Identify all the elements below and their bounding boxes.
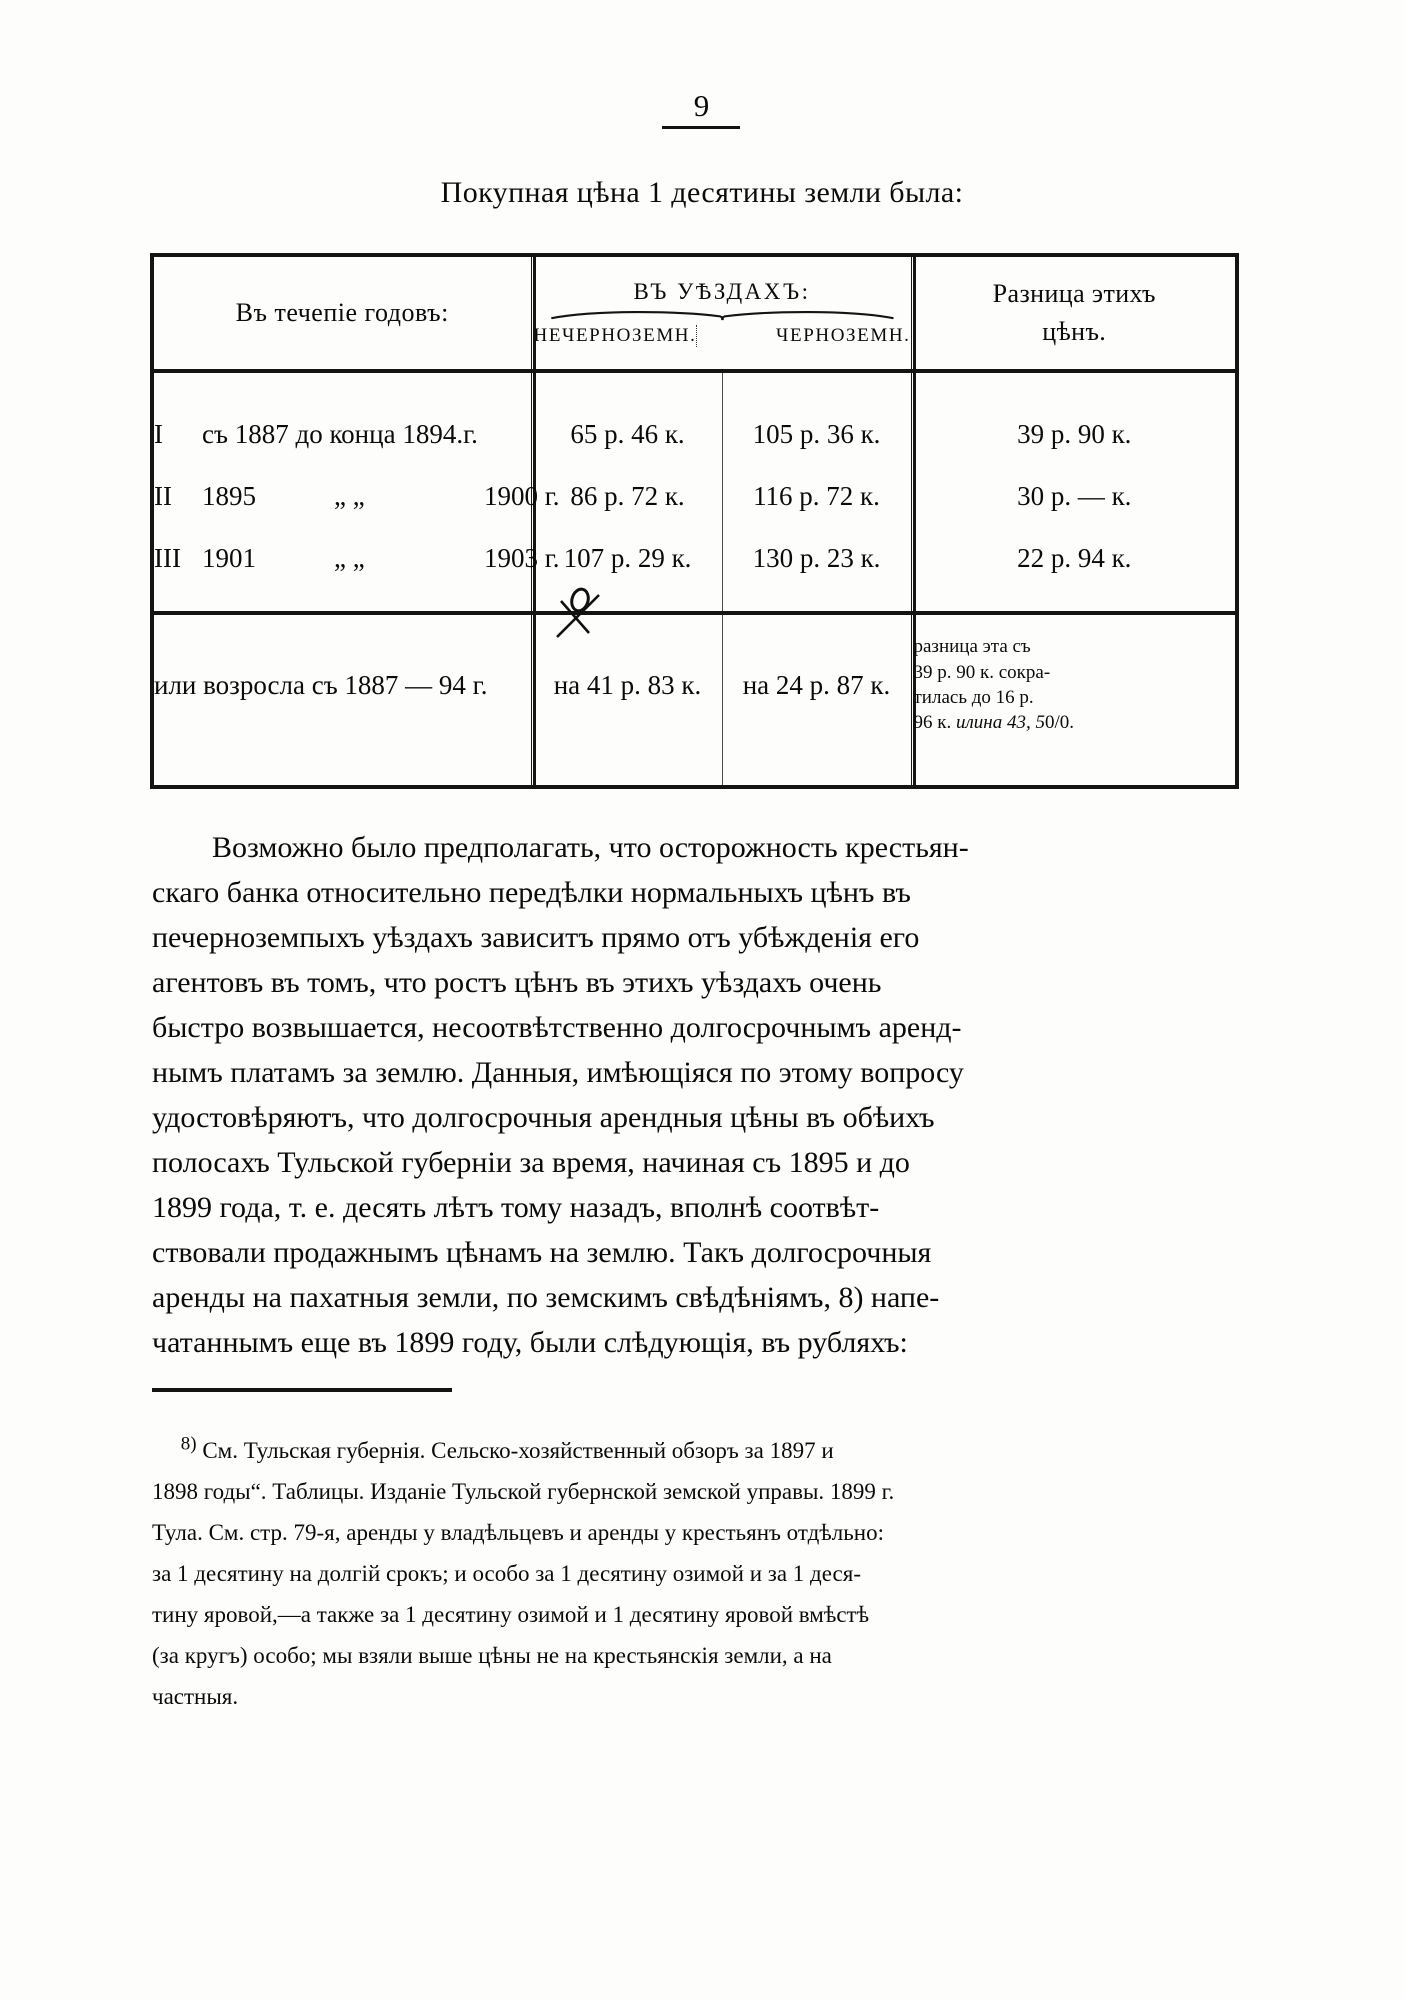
footnote-line-1-text: См. Тульская губернія. Сельско-хозяйственный обзоръ за 1897 и [202,1438,834,1463]
row-year-from-2: 1895 [202,480,256,511]
price-table [150,253,1239,789]
summary-nonblacksoil: на 41 р. 83 к. [532,613,722,755]
footnote-line-6 [152,1635,1262,1676]
summary-label [152,613,532,755]
body-line-7-text: удостовѣряютъ, что долгосрочныя арендныя цѣны въ обѣихъ [152,1101,935,1134]
row-year-to-1: 1894 [402,418,457,449]
table-spacer [152,589,1237,611]
summary-note-line2: 39 р. 90 к. сокра- [913,661,1051,683]
body-line-11 [152,1275,1257,1320]
row-numeral-1: I [154,418,163,449]
footnote-line-4 [152,1553,1262,1594]
row-year-to-3: 1903 [484,542,538,573]
row-label-2 [152,465,560,527]
footnote-line-4-text: за 1 десятину на долгій срокъ; и особо за 1 десятину озимой и за 1 деся- [152,1561,861,1586]
body-line-8 [152,1140,1257,1185]
row-year-to-2: 1900 [484,480,538,511]
row-year-suffix-1: .г. [456,418,478,449]
row-mid-word-3: „ „ [334,542,365,573]
table-row [152,403,1237,465]
row-year-from-1: 1887 [234,418,289,449]
row-year-suffix-3: г. [544,542,560,573]
body-line-4-text: агентовъ въ томъ, что ростъ цѣнъ въ этихъ уѣздахъ очень [152,966,882,999]
body-line-4 [152,960,1257,1005]
brace-icon [549,308,896,321]
row-year-from-3: 1901 [202,542,256,573]
row-difference-2: 30 р. — к. [912,465,1237,527]
footnote-line-2-text: 1898 годы“. Таблицы. Изданіе Тульской губернской земской управы. 1899 г. [152,1479,895,1504]
row-label-3 [152,527,560,589]
footnote-line-3-text: Тула. См. стр. 79-я, аренды у владѣльцевъ и аренды у крестьянъ отдѣльно: [152,1520,884,1545]
footnote-line-7-text: частныя. [152,1684,239,1709]
row-blacksoil-1: 105 р. 36 к. [722,403,912,465]
summary-note-italic: илина 43, 5 [955,712,1045,734]
body-line-2-text: скаго банка относительно передѣлки нормальныхъ цѣнъ въ [152,876,911,909]
header-years: Въ течепіе годовъ: [152,255,532,369]
footnote-block [152,1430,1262,1717]
header-uezd-group [532,255,912,369]
row-year-suffix-2: г. [544,480,560,511]
page-number: 9 [693,88,711,123]
summary-row [152,613,1237,755]
body-line-7 [152,1095,1257,1140]
body-line-1 [152,825,1257,870]
body-line-12-text: чатаннымъ еще въ 1899 году, были слѣдующія, въ рубляхъ: [152,1326,908,1359]
row-difference-3: 22 р. 94 к. [912,527,1237,589]
header-uezd-title: ВЪ УѢЗДАХЪ: [633,279,811,304]
row-nonblacksoil-1: 65 р. 46 к. [532,403,722,465]
summary-note-plain: 96 к. [913,712,956,734]
footnote-line-5-text: тину яровой,—а также за 1 десятину озимой и 1 десятину яровой вмѣстѣ [152,1602,870,1627]
body-line-10 [152,1230,1257,1275]
footnote-marker: 8) [180,1433,197,1455]
table-spacer [152,371,1237,403]
body-line-11-text: аренды на пахатныя земли, по земскимъ свѣдѣніямъ, 8) напе- [152,1281,940,1314]
header-difference-line2: цѣнъ. [1042,317,1107,346]
table-caption: Покупная цѣна 1 десятины земли была: [440,176,964,209]
row-blacksoil-3: 130 р. 23 к. [722,527,912,589]
summary-note-line1: разница эта съ [913,636,1031,658]
body-line-5 [152,1005,1257,1050]
row-from-word-1: съ [202,418,228,449]
price-table-container [150,253,1235,789]
header-difference [912,255,1237,369]
row-blacksoil-2: 116 р. 72 к. [722,465,912,527]
body-line-1-text: Возможно было предполагать, что осторожность крестьян- [212,831,969,864]
footnote-line-1 [152,1430,1262,1471]
body-line-2 [152,870,1257,915]
row-mid-word-1: до конца [295,418,396,449]
header-blacksoil: ЧЕРНОЗЕМН. [776,325,911,346]
paragraph-1 [152,825,1257,1365]
body-line-8-text: полосахъ Тульской губерніи за время, начиная съ 1895 и до [152,1146,910,1179]
table-spacer [152,755,1237,787]
subheader-divider [696,325,776,347]
table-row [152,527,1237,589]
body-paragraph [152,825,1257,1365]
footnote-rule [152,1388,452,1392]
header-difference-line1: Разница этихъ [992,279,1156,309]
summary-note-tail: 0/0. [1044,712,1074,734]
body-line-6 [152,1050,1257,1095]
table-row [152,465,1237,527]
table-header-row [152,255,1237,369]
row-nonblacksoil-3: 107 р. 29 к. [532,527,722,589]
footnote-line-5 [152,1594,1262,1635]
row-difference-1: 39 р. 90 к. [912,403,1237,465]
row-nonblacksoil-2: 86 р. 72 к. [532,465,722,527]
footnote-line-3 [152,1512,1262,1553]
summary-note [912,613,1237,755]
body-line-9-text: 1899 года, т. е. десять лѣтъ тому назадъ, вполнѣ соотвѣт- [152,1191,880,1224]
summary-note-line4 [914,710,1236,735]
summary-note-line3: тилась до 16 р. [913,687,1034,708]
body-line-10-text: ствовали продажнымъ цѣнамъ на землю. Такъ долгосрочныя [152,1236,932,1269]
row-mid-word-2: „ „ [334,480,365,511]
header-nonblacksoil: НЕЧЕРНОЗЕМН. [533,325,697,346]
summary-blacksoil: на 24 р. 87 к. [722,613,912,755]
summary-label-text: или возросла съ 1887 — 94 г. [154,669,488,700]
footnote-line-2 [152,1471,1262,1512]
row-numeral-3: III [154,542,181,573]
body-line-3 [152,915,1257,960]
body-line-6-text: нымъ платамъ за землю. Данныя, имѣющіяся по этому вопросу [152,1056,964,1089]
footnote-line-6-text: (за кругъ) особо; мы взяли выше цѣны не на крестьянскія земли, а на [152,1643,832,1668]
body-line-5-text: быстро возвышается, несоотвѣтственно долгосрочнымъ аренд- [152,1011,962,1044]
row-numeral-2: II [154,480,172,511]
footnote-line-7 [152,1676,1262,1717]
header-uezd-subcells [534,325,911,347]
page-number-rule [662,126,740,129]
row-label-1 [152,403,532,465]
body-line-9 [152,1185,1257,1230]
body-line-12 [152,1320,1257,1365]
body-line-3-text: печерноземпыхъ уѣздахъ зависитъ прямо отъ убѣжденія его [152,921,920,954]
